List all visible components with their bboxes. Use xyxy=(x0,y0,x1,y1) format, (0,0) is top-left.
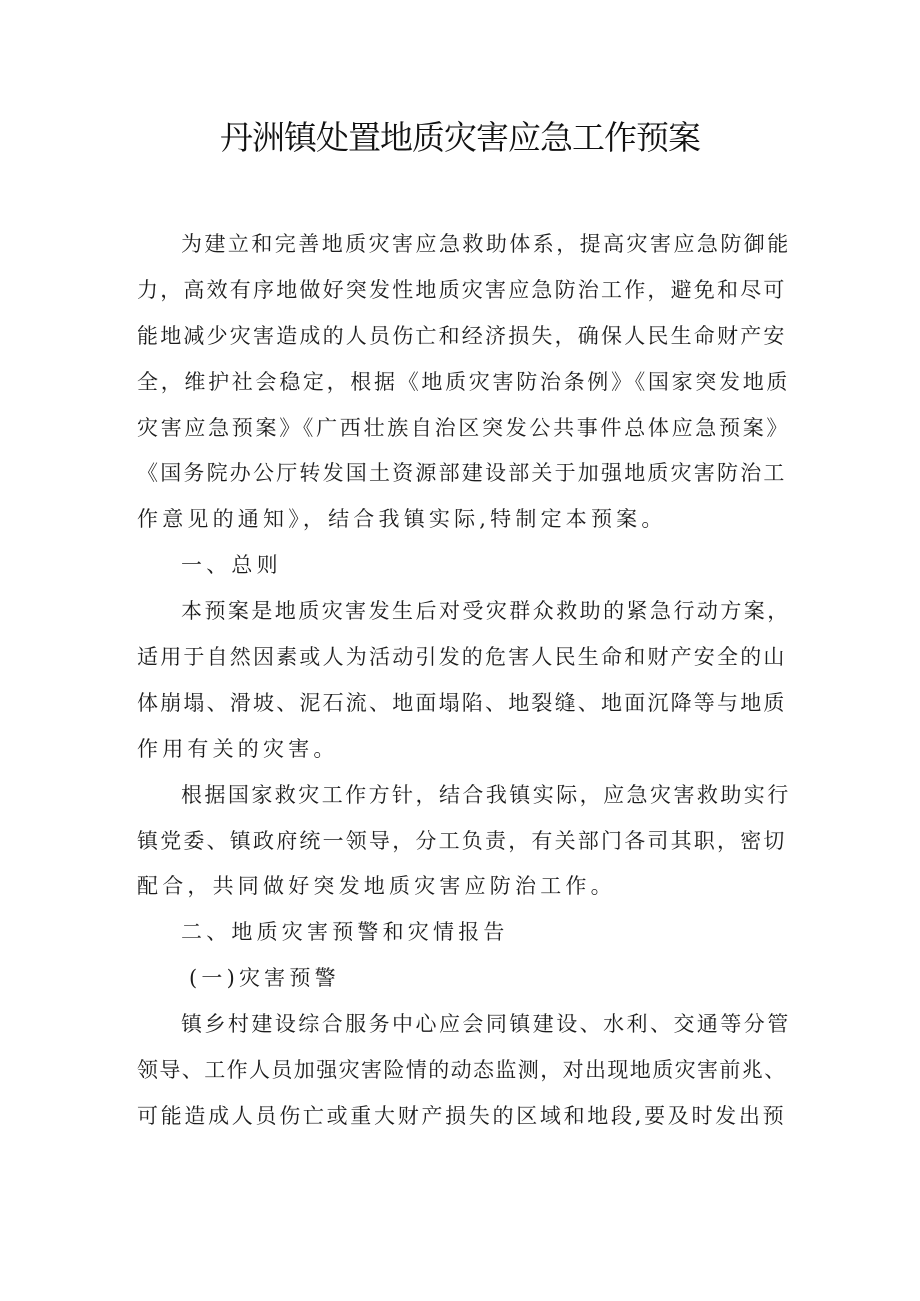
paragraph-line: 能地减少灾害造成的人员伤亡和经济损失，确保人民生命财产安 xyxy=(137,323,787,348)
paragraph-line: 可能造成人员伤亡或重大财产损失的区域和地段,要及时发出预 xyxy=(137,1103,787,1128)
paragraph-line: 配合，共同做好突发地质灾害应防治工作。 xyxy=(137,874,616,899)
paragraph-line: 镇乡村建设综合服务中心应会同镇建设、水利、交通等分管 xyxy=(181,1012,791,1037)
paragraph-line: 灾害应急预案》《广西壮族自治区突发公共事件总体应急预案》 xyxy=(137,415,791,440)
document-body xyxy=(137,222,791,1140)
section-heading: 一、总则 xyxy=(181,553,282,578)
paragraph-line: 根据国家救灾工作方针，结合我镇实际，应急灾害救助实行 xyxy=(181,782,791,807)
paragraph-line: 作意见的通知》，结合我镇实际,特制定本预案。 xyxy=(137,507,667,532)
paragraph-line: 力，高效有序地做好突发性地质灾害应急防治工作，避免和尽可 xyxy=(137,277,787,302)
paragraph-line: 适用于自然因素或人为活动引发的危害人民生命和财产安全的山 xyxy=(137,645,787,670)
paragraph-line: 本预案是地质灾害发生后对受灾群众救助的紧急行动方案， xyxy=(181,599,791,624)
paragraph-line: 领导、工作人员加强灾害险情的动态监测，对出现地质灾害前兆、 xyxy=(137,1058,787,1083)
paragraph-line: 镇党委、镇政府统一领导，分工负责，有关部门各司其职，密切 xyxy=(137,828,787,853)
paragraph-line: 体崩塌、滑坡、泥石流、地面塌陷、地裂缝、地面沉降等与地质 xyxy=(137,690,787,715)
document-title: 丹洲镇处置地质灾害应急工作预案 xyxy=(220,118,700,157)
paragraph-line: 作用有关的灾害。 xyxy=(137,736,339,761)
paragraph-line: 《国务院办公厅转发国土资源部建设部关于加强地质灾害防治工 xyxy=(137,461,787,486)
paragraph-line: 为建立和完善地质灾害应急救助体系，提高灾害应急防御能 xyxy=(181,232,791,256)
subsection-heading: (一)灾害预警 xyxy=(189,966,340,991)
paragraph-line: 全，维护社会稳定，根据《地质灾害防治条例》《国家突发地质 xyxy=(137,369,791,394)
section-heading: 二、地质灾害预警和灾情报告 xyxy=(181,920,509,945)
